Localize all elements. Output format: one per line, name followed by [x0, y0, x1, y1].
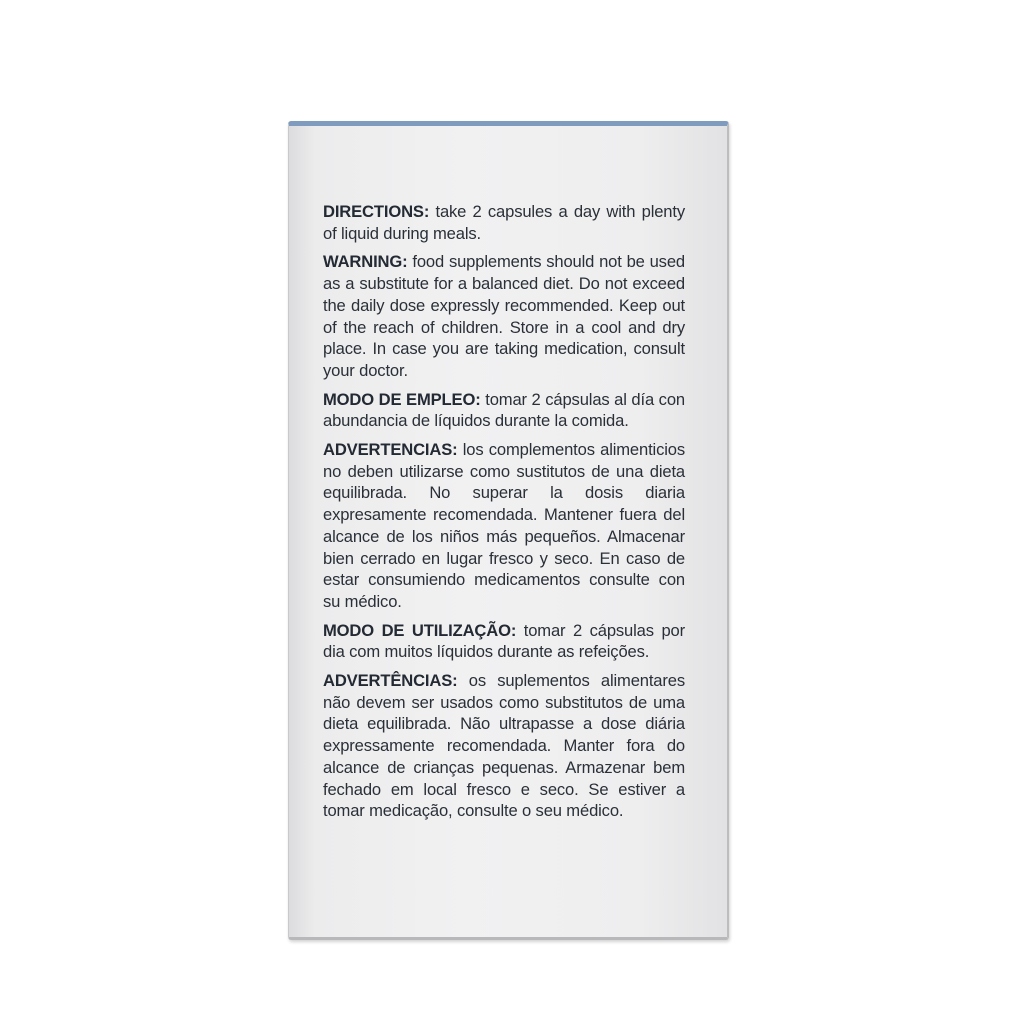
supplement-box-back-panel: [288, 121, 729, 940]
advertencias-pt-text: os suplementos alimentares não devem ser usados como substitutos de uma dieta equilibrada. Não ultrapasse a dose diária expressamente recomendada. Manter fora do alcance de crianças pequenas. Armazenar bem fechado em local fresco e seco. Se estiver a tomar medicação, consulte o seu médico.: [323, 671, 685, 821]
advertencias-es-text: los complementos alimenticios no deben utilizarse como sustitutos de una dieta equilibrada. No superar la dosis diaria expresamente recomendada. Mantener fuera del alcance de los niños más pequeños. Almacenar bien cerrado en lugar fresco y seco. En caso de estar consumiendo medicamentos consulte con su médico.: [323, 440, 685, 611]
advertencias-es-paragraph: [323, 439, 685, 613]
modo-de-empleo-heading: MODO DE EMPLEO:: [323, 389, 481, 409]
modo-de-utilizacao-paragraph: [323, 620, 685, 663]
warning-paragraph: [323, 251, 685, 381]
modo-de-empleo-text: tomar 2 cápsulas al día con abundancia de líquidos durante la comida.: [323, 389, 685, 431]
modo-de-utilizacao-heading: MODO DE UTILIZAÇÃO:: [323, 620, 517, 640]
modo-de-utilizacao-text: tomar 2 cápsulas por dia com muitos líquidos durante as refeições.: [323, 620, 685, 662]
warning-text: food supplements should not be used as a substitute for a balanced diet. Do not exceed the daily dose expressly recommended. Keep out of the reach of children. Store in a cool and dry place. In case you are taking medication, consult your doctor.: [323, 252, 685, 380]
advertencias-pt-paragraph: [323, 670, 685, 822]
directions-text: take 2 capsules a day with plenty of liquid during meals.: [323, 202, 685, 243]
advertencias-es-heading: ADVERTENCIAS:: [323, 440, 458, 460]
directions-heading: DIRECTIONS:: [323, 202, 430, 221]
modo-de-empleo-paragraph: [323, 389, 685, 432]
warning-heading: WARNING:: [323, 252, 408, 272]
label-text-block: [323, 201, 685, 829]
directions-paragraph: [323, 201, 685, 244]
advertencias-pt-heading: ADVERTÊNCIAS:: [323, 671, 458, 691]
